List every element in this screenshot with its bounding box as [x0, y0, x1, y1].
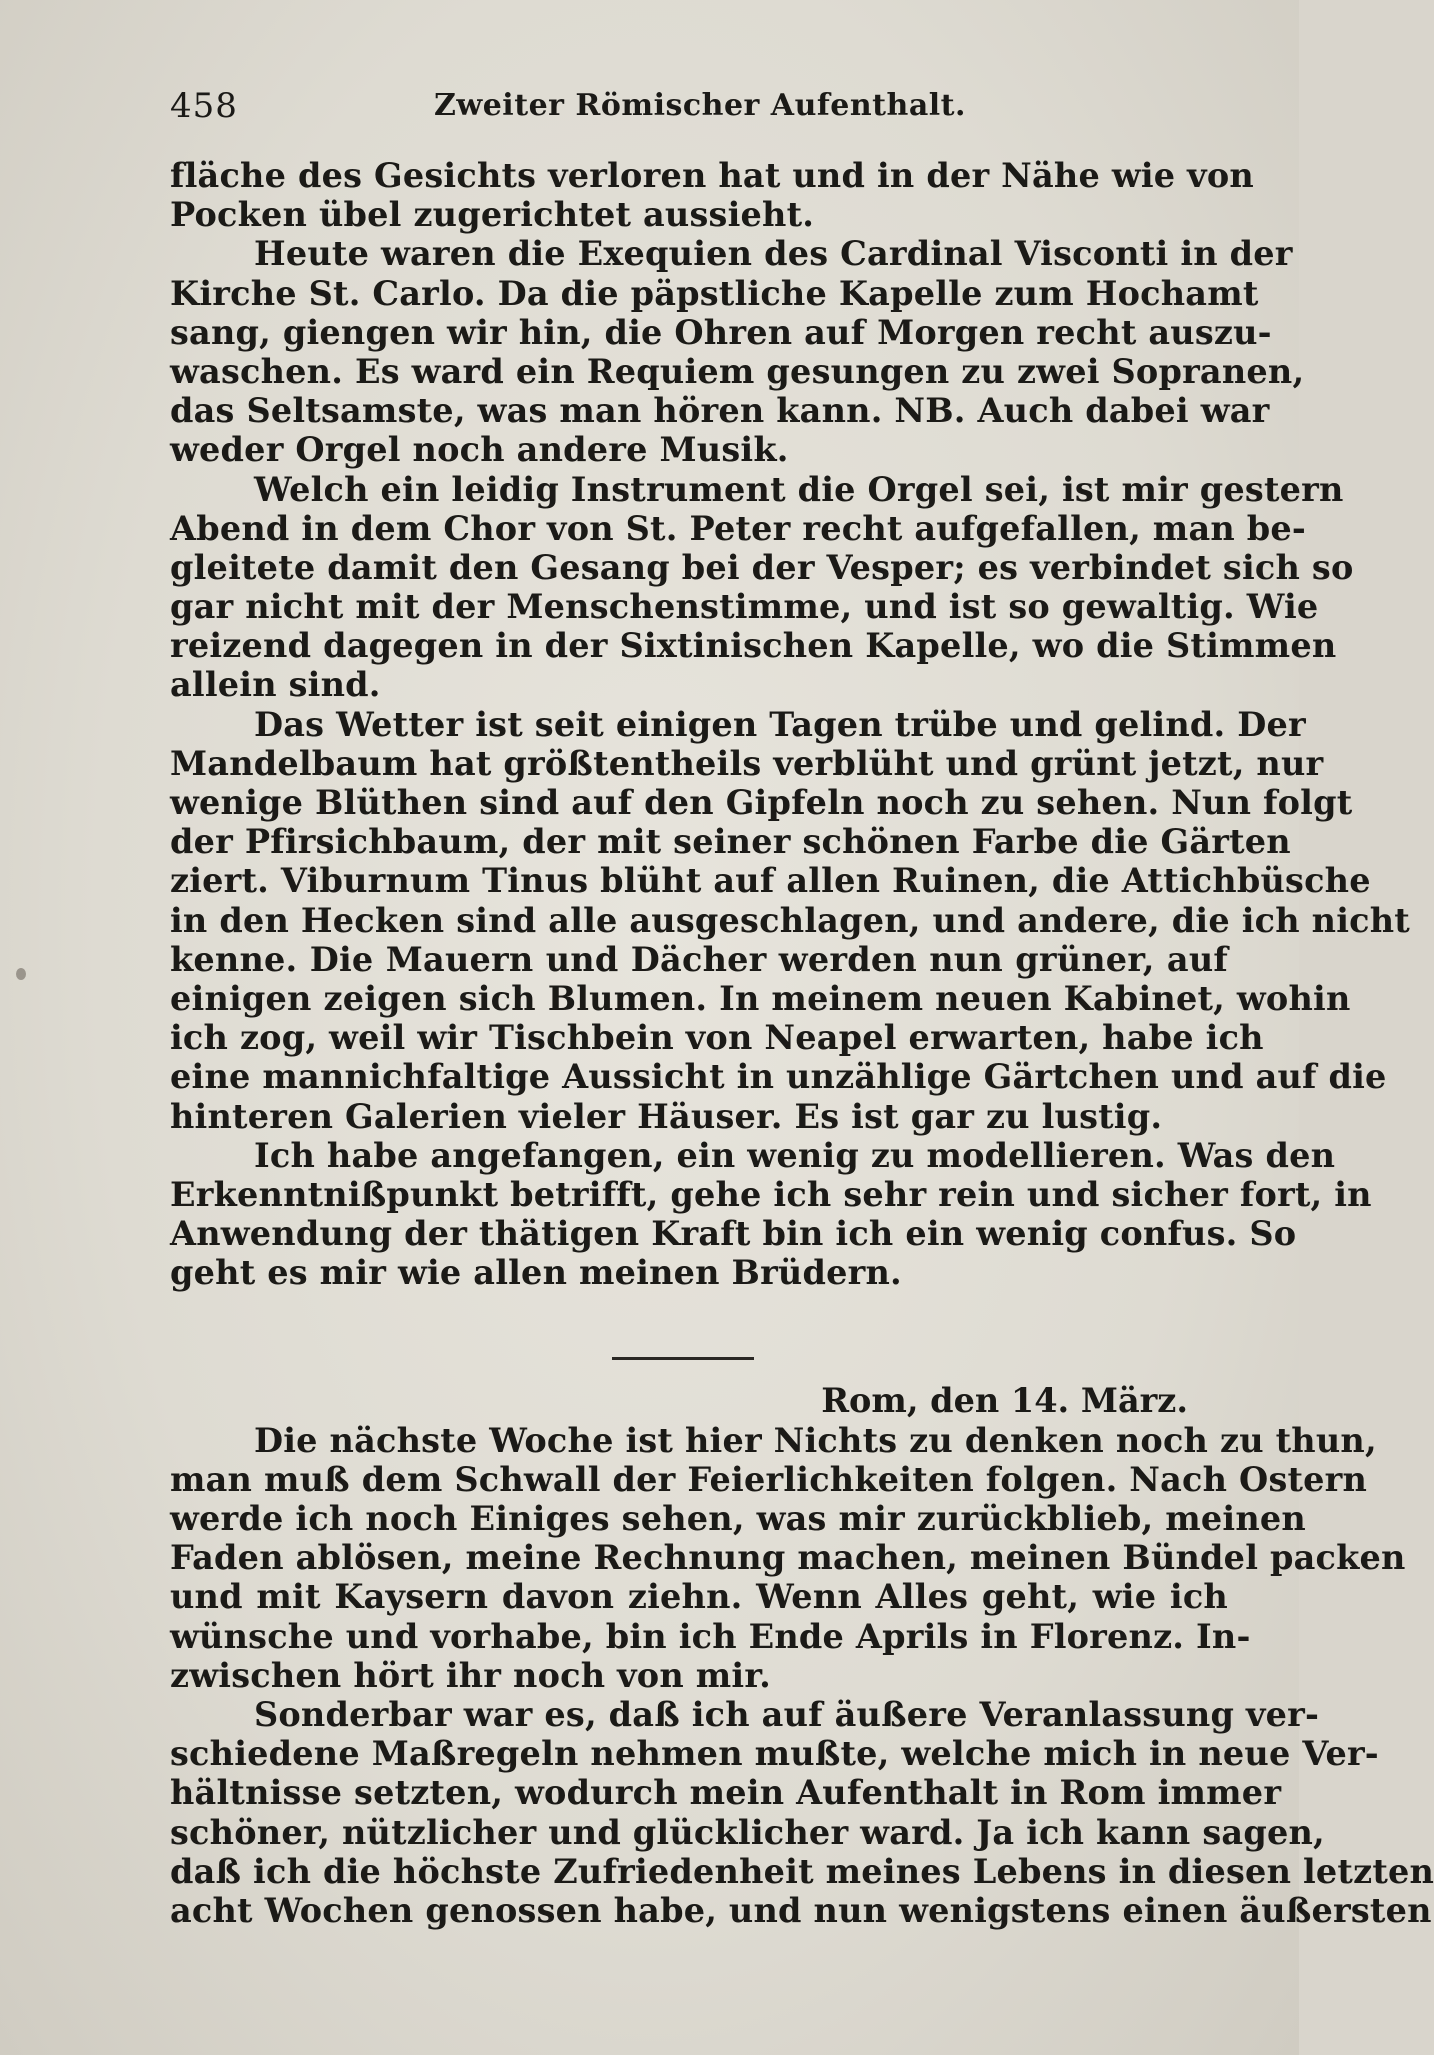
text-line: wenige Blüthen sind auf den Gipfeln noch zu sehen. Nun folgt — [170, 783, 1353, 822]
text-line: ich zog, weil wir Tischbein von Neapel erwarten, habe ich — [170, 1018, 1264, 1058]
text-line: gar nicht mit der Menschenstimme, und ist so gewaltig. Wie — [170, 587, 1319, 627]
text-line: Mandelbaum hat größtentheils verblüht und grünt jetzt, nur — [170, 743, 1324, 783]
text-line: hältnisse setzten, wodurch mein Aufenthalt in Rom immer — [170, 1773, 1282, 1813]
text-line: waschen. Es ward ein Requiem gesungen zu zwei Sopranen, — [170, 351, 1305, 391]
running-head: Zweiter Römischer Aufenthalt. — [434, 88, 966, 123]
paragraph — [170, 234, 1305, 470]
text-line: schöner, nützlicher und glücklicher ward. Ja ich kann sagen, — [170, 1812, 1325, 1852]
paragraph — [170, 156, 1254, 235]
text-line: ziert. Viburnum Tinus blüht auf allen Ruinen, die Attichbüsche — [170, 861, 1371, 901]
text-line: Anwendung der thätigen Kraft bin ich ein wenig confus. So — [170, 1214, 1297, 1254]
section-gap — [170, 1292, 1228, 1329]
text-line: zwischen hört ihr noch von mir. — [170, 1655, 771, 1695]
text-line: gleitete damit den Gesang bei der Vesper; es verbindet sich so — [170, 547, 1354, 587]
text-line: reizend dagegen in der Sixtinischen Kapelle, wo die Stimmen — [170, 626, 1337, 666]
text-line: Welch ein leidig Instrument die Orgel sei, ist mir gestern — [254, 469, 1344, 509]
paragraph — [170, 1420, 1406, 1695]
text-line: werde ich noch Einiges sehen, was mir zurückblieb, meinen — [170, 1499, 1306, 1538]
text-line: Die nächste Woche ist hier Nichts zu denken noch zu thun, — [254, 1420, 1377, 1460]
paragraph — [170, 1694, 1434, 1930]
paragraph — [170, 1135, 1372, 1293]
text-line: Das Wetter ist seit einigen Tagen trübe und gelind. Der — [254, 704, 1306, 744]
text-line: hinteren Galerien vieler Häuser. Es ist gar zu lustig. — [170, 1096, 1163, 1136]
text-line: Faden ablösen, meine Rechnung machen, meinen Bündel packen — [170, 1538, 1406, 1578]
text-line: eine mannichfaltige Aussicht in unzählige Gärtchen und auf die — [170, 1057, 1387, 1097]
text-before-date — [170, 156, 1410, 1293]
paragraph — [170, 704, 1410, 1136]
text-line: sang, giengen wir hin, die Ohren auf Morgen recht auszu- — [170, 312, 1272, 352]
body-text — [170, 156, 1434, 1930]
separator-rule — [612, 1357, 754, 1360]
section-separator — [170, 1329, 1228, 1381]
text-line: Heute waren die Exequien des Cardinal Visconti in der — [254, 234, 1293, 274]
text-line: der Pfirsichbaum, der mit seiner schönen Farbe die Gärten — [170, 822, 1291, 862]
text-line: geht es mir wie allen meinen Brüdern. — [170, 1253, 902, 1293]
text-line: in den Hecken sind alle ausgeschlagen, und andere, die ich nicht — [170, 900, 1410, 940]
text-line: Erkenntnißpunkt betrifft, gehe ich sehr rein und sicher fort, in — [170, 1174, 1372, 1214]
text-line: acht Wochen genossen habe, und nun wenigstens einen äußersten — [170, 1890, 1432, 1930]
text-line: allein sind. — [170, 665, 381, 705]
text-line: Pocken übel zugerichtet aussieht. — [170, 195, 815, 235]
text-line: schiedene Maßregeln nehmen mußte, welche mich in neue Ver- — [170, 1734, 1379, 1774]
text-line: Kirche St. Carlo. Da die päpstliche Kapelle zum Hochamt — [170, 273, 1259, 313]
text-line: wünsche und vorhabe, bin ich Ende Aprils in Florenz. In- — [170, 1616, 1251, 1656]
page-number: 458 — [170, 86, 238, 126]
text-line: man muß dem Schwall der Feierlichkeiten folgen. Nach Ostern — [170, 1459, 1368, 1499]
dateline: Rom, den 14. März. — [821, 1381, 1188, 1421]
paper-speck — [16, 968, 26, 980]
text-line: kenne. Die Mauern und Dächer werden nun grüner, auf — [170, 939, 1228, 979]
paragraph — [170, 469, 1354, 705]
text-line: daß ich die höchste Zufriedenheit meines Lebens in diesen letzten — [170, 1851, 1434, 1891]
text-line: Sonderbar war es, daß ich auf äußere Veranlassung ver- — [254, 1694, 1320, 1734]
text-line: fläche des Gesichts verloren hat und in der Nähe wie von — [170, 156, 1254, 195]
page-header — [170, 86, 1230, 136]
text-after-date — [170, 1420, 1434, 1930]
text-line: das Seltsamste, was man hören kann. NB. Auch dabei war — [170, 391, 1270, 431]
text-line: weder Orgel noch andere Musik. — [170, 430, 789, 470]
text-line: Abend in dem Chor von St. Peter recht aufgefallen, man be- — [170, 508, 1307, 548]
text-line: Ich habe angefangen, ein wenig zu modellieren. Was den — [254, 1135, 1336, 1175]
text-line: einigen zeigen sich Blumen. In meinem neuen Kabinet, wohin — [170, 978, 1351, 1018]
text-line: und mit Kaysern davon ziehn. Wenn Alles geht, wie ich — [170, 1577, 1228, 1617]
